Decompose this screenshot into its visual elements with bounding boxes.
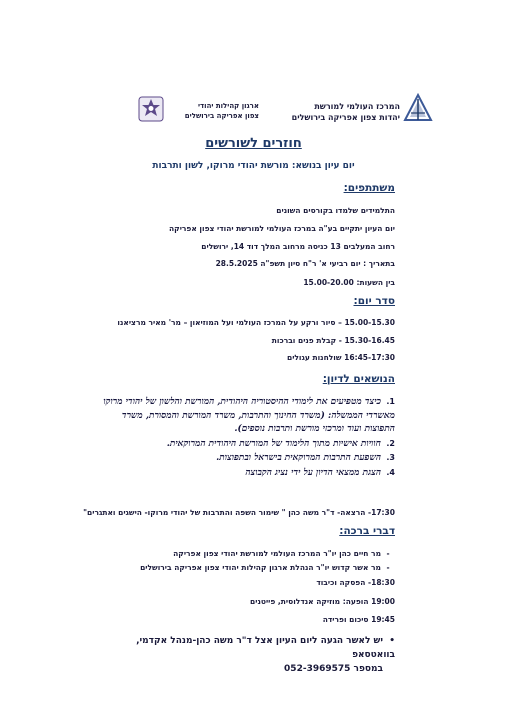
greeting-text: מר חיים כהן יו"ר המרכז העולמי למורשת יהודי צפון אפריקה xyxy=(173,549,381,558)
greetings-heading: דברי ברכה: xyxy=(339,525,395,537)
agenda-item: 15.00-15.30 – סיור ורקע על המרכז העולמי ועל המוזיאון – מר' מאיר מרציאנו xyxy=(117,318,395,327)
agenda-heading: סדר יום: xyxy=(353,295,395,307)
date-line: בתאריך : יום רביעי א' ר"ח סיון תשפ"ה 28.5.2025 xyxy=(215,259,395,268)
rsvp-line1: יש לאשר הגעה ליום העיון אצל ד"ר משה כהן-מנהל אקדמי, בוואטסאפ xyxy=(136,636,395,660)
topic-item xyxy=(95,466,395,481)
rsvp-phone: במספר 052-3969575 xyxy=(284,664,383,674)
participants-heading: משתתפים: xyxy=(343,182,395,194)
left-org-line2: צפון אפריקה בירושלים xyxy=(184,112,259,120)
address-line: רחוב המעלבים 13 כניסה מרחוב המלך דוד 14, ירושלים xyxy=(201,242,395,251)
right-org-line1: המרכז העולמי למורשת xyxy=(314,102,400,111)
bullet-icon: • xyxy=(389,636,395,646)
right-logo xyxy=(273,91,433,131)
topic-number: 1. xyxy=(386,397,395,406)
lecture-line: 17:30- הרצאה- ד"ר משה כהן " שימור השפה והתרבות של יהודי מרוקו- הישגים ואתגרים" xyxy=(83,508,395,517)
topic-number: 3. xyxy=(386,453,395,462)
topic-number: 4. xyxy=(386,467,395,477)
topic-number: 2. xyxy=(386,438,395,448)
topic-item xyxy=(95,395,395,437)
topic-item xyxy=(95,451,395,466)
venue-line: יום העיון יתקיים בע"ה במרכז העולמי למורשת יהודי צפון אפריקה xyxy=(169,224,395,233)
agenda-item: 16:45-17:30 שולחנות עגולים xyxy=(286,353,395,362)
topics-heading: הנושאים לדיון: xyxy=(322,373,395,385)
page-title: חוזרים לשורשים xyxy=(205,136,302,151)
greeting-item: -מר חיים כהן יו"ר המרכז העולמי למורשת יהודי צפון אפריקה xyxy=(173,549,390,558)
triangle-logo-icon xyxy=(403,93,433,123)
left-org-line1: ארגון קהילות יהודי xyxy=(197,102,259,110)
topic-text: כיצד מטפיעים את לימודי ההיסטוריה היהודית, המורשת והלשון של יהודי מרוקו מאשרדי הממשלה: (משרד החינוך והתרבות, משרד המורשת והמסורת, משרד התפוצות ועוד ומרכזי מורשת ותרבות נוספים). xyxy=(103,397,395,434)
rsvp-note xyxy=(95,634,395,676)
right-org-line2: יהדות צפון אפריקה בירושלים xyxy=(291,113,400,122)
schedule-item: 19:00 הופעה: מוזיקה אנדלוסית, פייטנים xyxy=(250,597,395,606)
schedule-item: 18:30- הפסקה וכיבוד xyxy=(316,578,395,587)
topic-text: השפעת התרבות המרוקאית בישראל ובתפוצות. xyxy=(216,453,381,463)
topics-list xyxy=(95,395,395,480)
greeting-text: מר אשר קדוש יו"ר הנהלת ארגון קהילות יהודי צפון אפריקה בירושלים xyxy=(140,563,381,572)
topic-text: חוויות אישיות מתוך הלימוד של המורשת היהודית המרוקאית. xyxy=(166,438,381,449)
schedule-item: 19:45 סיכום ופרידה xyxy=(322,615,395,624)
topic-text: הצגת ממצאי הדיון על ידי נציג הקבוצה xyxy=(245,467,381,478)
greeting-item: -מר אשר קדוש יו"ר הנהלת ארגון קהילות יהודי צפון אפריקה בירושלים xyxy=(140,563,390,572)
page-subtitle: יום עיון בנושא: מורשת יהודי מרוקו, לשון ותרבות xyxy=(152,161,355,171)
star-emblem-icon xyxy=(138,96,164,122)
agenda-item: 15.30-16.45 - קבלת פנים וברכות xyxy=(271,336,395,345)
hours-line: בין השעות: 15.00-20.00 xyxy=(303,278,395,287)
left-logo xyxy=(134,95,264,131)
topic-item xyxy=(95,437,395,452)
participants-line: התלמידים שלמדו בקורסים השונים xyxy=(276,206,395,215)
